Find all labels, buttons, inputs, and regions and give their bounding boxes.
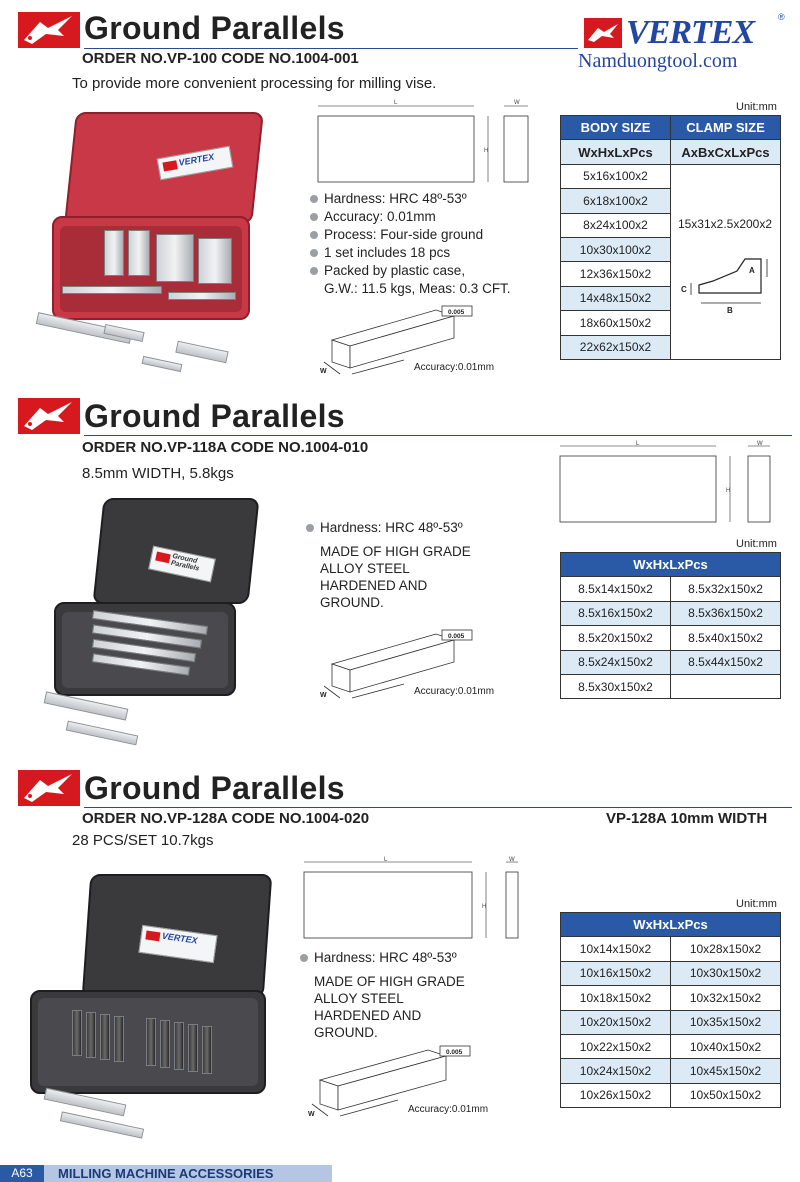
table-cell: 8.5x24x150x2	[561, 650, 671, 674]
parallel-bar	[202, 1026, 212, 1074]
unit-label: Unit:mm	[736, 898, 777, 910]
iso-bar-drawing	[306, 1038, 506, 1122]
description-line: HARDENED AND	[314, 1008, 422, 1023]
table-cell: 10x32x150x2	[671, 986, 781, 1010]
section-subtitle: 28 PCS/SET 10.7kgs	[72, 832, 214, 849]
parallel-bar	[100, 1014, 110, 1060]
title-rule	[84, 435, 792, 436]
table-cell: 10x45x150x2	[671, 1059, 781, 1083]
spec-item: Hardness: HRC 48º-53º	[298, 949, 457, 967]
height-label: H	[726, 488, 731, 494]
spec-item: 1 set includes 18 pcs	[308, 244, 511, 262]
parallel-bar	[188, 1024, 198, 1072]
description-line: MADE OF HIGH GRADE	[314, 974, 465, 989]
table-cell: 10x24x150x2	[561, 1059, 671, 1083]
accuracy-caption: Accuracy:0.01mm	[408, 1104, 489, 1115]
iso-bar-drawing	[318, 298, 518, 378]
spec-list	[308, 190, 511, 298]
size-table-vp128a	[560, 912, 781, 1108]
table-cell: 8.5x36x150x2	[671, 601, 781, 625]
spec-list	[304, 519, 463, 537]
eagle-icon	[18, 12, 80, 48]
length-label: L	[384, 857, 388, 863]
parallel-bar	[146, 1018, 156, 1066]
table-cell: 12x36x150x2	[561, 262, 671, 286]
table-cell: 10x14x150x2	[561, 937, 671, 961]
clamp-diagram	[679, 247, 775, 319]
description-line: GROUND.	[320, 595, 384, 610]
side-view	[748, 456, 770, 522]
iso-bar-drawing	[318, 622, 518, 702]
a-label: A	[749, 265, 755, 275]
table-cell: 8.5x14x150x2	[561, 577, 671, 601]
parallel-bar	[160, 1020, 170, 1068]
table-cell: 10x30x150x2	[671, 961, 781, 985]
table-cell: 18x60x150x2	[561, 311, 671, 335]
accuracy-caption: Accuracy:0.01mm	[414, 686, 495, 697]
parallel-bar	[104, 230, 124, 276]
parallel-bar	[72, 1010, 82, 1056]
eagle-icon	[584, 18, 622, 48]
length-label: L	[636, 441, 640, 447]
page-number: A63	[0, 1165, 44, 1182]
description-line: GROUND.	[314, 1025, 378, 1040]
parallel-bar	[62, 286, 162, 294]
size-table-vp118a	[560, 552, 781, 699]
height-label: H	[482, 904, 487, 910]
eagle-icon	[18, 770, 80, 806]
table-cell: 8.5x44x150x2	[671, 650, 781, 674]
parallel-bar	[168, 292, 236, 300]
b-label: B	[727, 305, 733, 315]
table-cell: 6x18x100x2	[561, 189, 671, 213]
table-cell: 10x30x100x2	[561, 237, 671, 261]
section-subtitle: To provide more convenient processing for milling vise.	[72, 75, 437, 92]
height-label: H	[484, 148, 489, 154]
description-line: ALLOY STEEL	[314, 991, 404, 1006]
table-cell: 10x22x150x2	[561, 1034, 671, 1058]
table-cell: 8x24x100x2	[561, 213, 671, 237]
order-note: VP-128A 10mm WIDTH	[606, 810, 768, 827]
description	[314, 973, 465, 1041]
table-cell: 8.5x30x150x2	[561, 674, 671, 698]
front-view	[318, 116, 474, 182]
order-number: ORDER NO.VP-100 CODE NO.1004-001	[82, 50, 359, 67]
dimension-drawing	[310, 96, 536, 188]
eagle-icon	[18, 398, 80, 434]
dimension-drawing	[296, 856, 522, 942]
length-label: L	[394, 100, 398, 106]
front-view	[304, 872, 472, 938]
vertex-logo	[584, 14, 786, 54]
table-cell: 10x20x150x2	[561, 1010, 671, 1034]
width-label: W	[514, 100, 520, 106]
spec-item-continued: G.W.: 11.5 kgs, Meas: 0.3 CFT.	[324, 281, 511, 296]
tolerance-value: 0.005	[446, 1049, 463, 1056]
subheader-body: WxHxLxPcs	[561, 140, 671, 164]
side-view	[506, 872, 518, 938]
spec-item: Hardness: HRC 48º-53º	[308, 190, 511, 208]
spec-item: Packed by plastic case,	[308, 262, 511, 280]
table-cell: 10x40x150x2	[671, 1034, 781, 1058]
header-body-size: BODY SIZE	[561, 116, 671, 140]
size-table-vp100	[560, 115, 781, 360]
order-number: ORDER NO.VP-118A CODE NO.1004-010	[82, 439, 369, 456]
table-cell: 8.5x40x150x2	[671, 626, 781, 650]
table-cell: 10x50x150x2	[671, 1083, 781, 1107]
w-label: W	[308, 1111, 315, 1118]
description-line: ALLOY STEEL	[320, 561, 410, 576]
front-view	[560, 456, 716, 522]
header-size: WxHxLxPcs	[561, 553, 781, 577]
case-label: VERTEX	[157, 146, 234, 181]
tolerance-value: 0.005	[448, 309, 465, 316]
loose-parallel	[142, 356, 183, 372]
table-cell: 10x18x150x2	[561, 986, 671, 1010]
order-number: ORDER NO.VP-128A CODE NO.1004-020	[82, 810, 370, 827]
loose-parallel	[66, 721, 139, 746]
description	[320, 543, 471, 611]
table-cell: 8.5x20x150x2	[561, 626, 671, 650]
registered-mark: ®	[778, 12, 785, 22]
subheader-clamp: AxBxCxLxPcs	[671, 140, 781, 164]
section-title: Ground Parallels	[84, 770, 345, 806]
parallel-bar	[86, 1012, 96, 1058]
loose-parallel	[175, 341, 228, 364]
loose-parallel	[60, 1111, 144, 1138]
parallel-bar	[114, 1016, 124, 1062]
clamp-size-value: 15x31x2.5x200x2	[677, 216, 773, 231]
w-label: W	[320, 368, 327, 375]
section-title: Ground Parallels	[84, 398, 345, 434]
clamp-profile	[699, 259, 761, 293]
tolerance-value: 0.005	[448, 633, 465, 640]
header-size: WxHxLxPcs	[561, 913, 781, 937]
section-title: Ground Parallels	[84, 10, 345, 46]
title-rule	[84, 807, 792, 808]
logo-text: VERTEX	[626, 14, 755, 51]
parallel-bar	[198, 238, 232, 284]
side-view	[504, 116, 528, 182]
website-text: Namduongtool.com	[578, 50, 738, 72]
table-cell: 10x26x150x2	[561, 1083, 671, 1107]
table-cell	[671, 674, 781, 698]
spec-list	[298, 949, 457, 967]
table-cell: 10x16x150x2	[561, 961, 671, 985]
unit-label: Unit:mm	[736, 101, 777, 113]
w-label: W	[320, 692, 327, 699]
table-cell: 5x16x100x2	[561, 164, 671, 188]
c-label: C	[681, 284, 687, 294]
table-cell: 10x28x150x2	[671, 937, 781, 961]
unit-label: Unit:mm	[736, 538, 777, 550]
accuracy-caption: Accuracy:0.01mm	[414, 362, 495, 373]
parallel-bar	[156, 234, 194, 282]
parallel-bar	[128, 230, 150, 276]
case-label: Ground Parallels	[148, 546, 216, 583]
table-cell: 10x35x150x2	[671, 1010, 781, 1034]
case-label: VERTEX	[138, 925, 217, 963]
dimension-drawing	[552, 440, 778, 528]
header-clamp-size: CLAMP SIZE	[671, 116, 781, 140]
table-cell: 14x48x150x2	[561, 286, 671, 310]
title-rule	[84, 48, 578, 49]
spec-item: Accuracy: 0.01mm	[308, 208, 511, 226]
table-cell: 8.5x16x150x2	[561, 601, 671, 625]
section-subtitle: 8.5mm WIDTH, 5.8kgs	[82, 465, 234, 482]
table-cell: 8.5x32x150x2	[671, 577, 781, 601]
clamp-cell	[671, 164, 781, 359]
width-label: W	[757, 441, 763, 447]
parallel-bar	[174, 1022, 184, 1070]
footer-category: MILLING MACHINE ACCESSORIES	[58, 1166, 274, 1181]
width-label: W	[509, 857, 515, 863]
table-cell: 22x62x150x2	[561, 335, 671, 359]
description-line: HARDENED AND	[320, 578, 428, 593]
description-line: MADE OF HIGH GRADE	[320, 544, 471, 559]
spec-item: Hardness: HRC 48º-53º	[304, 519, 463, 537]
spec-item: Process: Four-side ground	[308, 226, 511, 244]
